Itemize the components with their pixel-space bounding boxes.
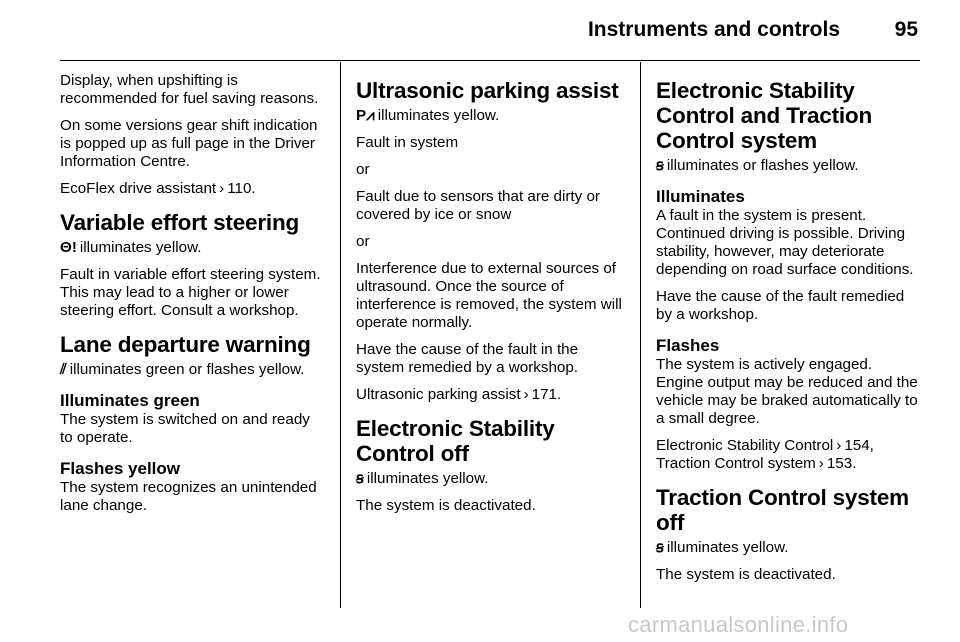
traction-control-off-icon: ꞩ (656, 539, 664, 556)
arrow-ref-icon: › (818, 455, 824, 472)
paragraph: Have the cause of the fault in the system remedied by a workshop. (356, 341, 579, 376)
indicator-line: ⫽ illuminates green or flashes yellow. (60, 361, 305, 378)
indicator-line: ꞩ illuminates or flashes yellow. (656, 157, 859, 174)
page-reference (356, 386, 622, 404)
paragraph: or (356, 161, 370, 178)
indicator-line: ꞩ illuminates yellow. (656, 539, 789, 556)
reference-text: Electronic Stability Control (656, 437, 834, 454)
reference-page: 153. (826, 455, 857, 472)
paragraph: The system is deactivated. (656, 566, 836, 583)
indicator-line: ꞩ illuminates yellow. (356, 470, 489, 487)
paragraph: Fault due to sensors that are dirty or covered by ice or snow (356, 188, 600, 223)
section-heading: Variable effort steering (60, 210, 300, 235)
page-reference (656, 437, 922, 473)
paragraph: or (356, 233, 370, 250)
column-1 (60, 72, 326, 524)
column-3 (656, 78, 922, 593)
watermark: carmanualsonline.info (628, 612, 849, 637)
paragraph: The system recognizes an unintended lane change. (60, 479, 317, 514)
reference-text: Traction Control system (656, 455, 816, 472)
subheading: Flashes yellow (60, 459, 180, 478)
reference-page: 154, (844, 437, 874, 454)
arrow-ref-icon: › (836, 437, 842, 454)
header-title: Instruments and controls (587, 18, 840, 41)
subheading: Flashes (656, 336, 720, 355)
steering-warning-icon: Θ! (60, 239, 77, 256)
page-reference (60, 180, 326, 198)
paragraph: The system is deactivated. (356, 497, 536, 514)
section-heading: Ultrasonic parking assist (356, 78, 619, 103)
column-divider-1 (340, 62, 341, 608)
paragraph: A fault in the system is present. Continued driving is possible. Driving stability, however, may deteriorate depending on road surface conditions. (656, 207, 914, 278)
column-divider-2 (640, 62, 641, 608)
esc-off-icon: ꞩ (356, 470, 364, 487)
esc-icon: ꞩ (656, 157, 664, 174)
lane-departure-icon: ⫽ (60, 361, 67, 378)
section-heading: Electronic Stability Control and Traction Control system (656, 78, 873, 153)
page-header (0, 0, 960, 62)
reference-text: EcoFlex drive assistant (60, 180, 217, 197)
indicator-line: Θ! illuminates yellow. (60, 239, 202, 256)
paragraph: Display, when upshifting is recommended for fuel saving reasons. (60, 72, 319, 107)
column-2 (356, 78, 622, 524)
paragraph: The system is switched on and ready to operate. (60, 411, 310, 446)
arrow-ref-icon: › (219, 180, 225, 197)
arrow-ref-icon: › (523, 386, 529, 403)
paragraph: Interference due to external sources of ultrasound. Once the source of interference is removed, the system will operate normally. (356, 260, 622, 331)
paragraph: On some versions gear shift indication is popped up as full page in the Driver Information Centre. (60, 117, 318, 170)
section-heading: Lane departure warning (60, 332, 311, 357)
parking-assist-icon: P⩘ (356, 107, 375, 124)
reference-page: 171. (531, 386, 562, 403)
subheading: Illuminates green (60, 391, 200, 410)
section-heading: Traction Control system off (656, 485, 909, 535)
reference-text: Ultrasonic parking assist (356, 386, 521, 403)
paragraph: Fault in system (356, 134, 459, 151)
section-heading: Electronic Stability Control off (356, 416, 555, 466)
subheading: Illuminates (656, 187, 745, 206)
indicator-line: P⩘ illuminates yellow. (356, 107, 500, 124)
header-divider (60, 60, 920, 61)
paragraph: Have the cause of the fault remedied by a workshop. (656, 288, 905, 323)
paragraph: The system is actively engaged. Engine output may be reduced and the vehicle may be braked automatically to a small degree. (656, 356, 918, 427)
paragraph: Fault in variable effort steering system. This may lead to a higher or lower steering effort. Consult a workshop. (60, 266, 321, 319)
page-number: 95 (894, 18, 918, 41)
reference-page: 110. (227, 180, 256, 197)
